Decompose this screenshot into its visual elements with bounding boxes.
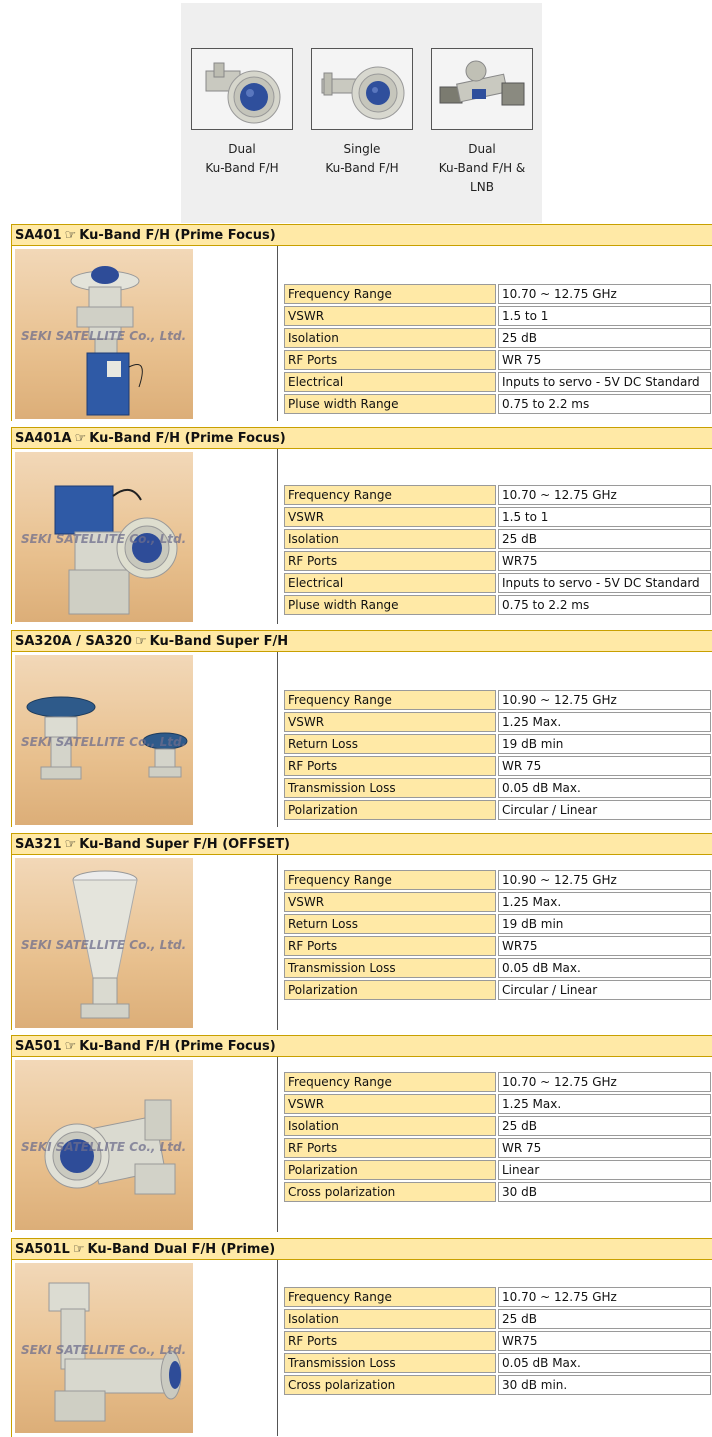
spec-label: Frequency Range (284, 1072, 496, 1092)
product-section-sa321 (11, 833, 712, 1030)
pointing-hand-icon: ☞ (72, 1242, 85, 1257)
single-fh-thumbnail[interactable] (311, 48, 413, 130)
spec-table (282, 1285, 712, 1397)
spec-row (284, 712, 711, 732)
spec-row (284, 1094, 711, 1114)
product-model: SA501 (15, 1039, 62, 1054)
spec-row (284, 507, 711, 527)
spec-label: RF Ports (284, 936, 496, 956)
spec-row (284, 892, 711, 912)
spec-value: 19 dB min (498, 734, 711, 754)
product-header (12, 630, 712, 652)
spec-label: Polarization (284, 1160, 496, 1180)
spec-row (284, 1309, 711, 1329)
spec-value: WR75 (498, 1331, 711, 1351)
product-body (12, 246, 712, 421)
spec-row (284, 870, 711, 890)
spec-label: Polarization (284, 980, 496, 1000)
spec-label: RF Ports (284, 551, 496, 571)
spec-row (284, 328, 711, 348)
product-title: Ku-Band F/H (Prime Focus) (89, 431, 286, 446)
product-header (12, 224, 712, 246)
spec-value: 0.05 dB Max. (498, 1353, 711, 1373)
product-photo (15, 1263, 193, 1433)
watermark-text: SEKI SATELLITE Co., Ltd. (21, 1140, 187, 1154)
product-title: Ku-Band Super F/H (OFFSET) (79, 837, 290, 852)
spec-value: 1.5 to 1 (498, 306, 711, 326)
spec-value: 0.75 to 2.2 ms (498, 394, 711, 414)
spec-value: 25 dB (498, 328, 711, 348)
spec-value: 1.25 Max. (498, 712, 711, 732)
spec-value: Inputs to servo - 5V DC Standard (498, 372, 711, 392)
product-photo (15, 452, 193, 622)
spec-table (282, 1070, 712, 1204)
product-title: Ku-Band Super F/H (149, 634, 289, 649)
spec-value: 25 dB (498, 529, 711, 549)
spec-value: 19 dB min (498, 914, 711, 934)
spec-row (284, 914, 711, 934)
spec-value: 1.25 Max. (498, 1094, 711, 1114)
product-photo (15, 1060, 193, 1230)
spec-label: VSWR (284, 507, 496, 527)
pointing-hand-icon: ☞ (134, 634, 147, 649)
spec-label: Frequency Range (284, 690, 496, 710)
gallery-caption (191, 140, 293, 178)
dual-fh-thumbnail[interactable] (191, 48, 293, 130)
spec-table (282, 868, 712, 1002)
spec-value: Circular / Linear (498, 800, 711, 820)
spec-row (284, 529, 711, 549)
product-section-sa401 (11, 224, 712, 421)
product-section-sa320 (11, 630, 712, 827)
pointing-hand-icon: ☞ (74, 431, 87, 446)
spec-row (284, 551, 711, 571)
spec-value: 25 dB (498, 1116, 711, 1136)
spec-label: Frequency Range (284, 870, 496, 890)
spec-label: Electrical (284, 573, 496, 593)
caption-line: Single (343, 142, 381, 156)
caption-line: Ku-Band F/H & LNB (438, 161, 526, 194)
spec-row (284, 1072, 711, 1092)
spec-value: 0.05 dB Max. (498, 958, 711, 978)
spec-label: RF Ports (284, 1138, 496, 1158)
spec-row (284, 573, 711, 593)
spec-value: 25 dB (498, 1309, 711, 1329)
pointing-hand-icon: ☞ (64, 228, 77, 243)
product-body (12, 449, 712, 624)
spec-label: RF Ports (284, 756, 496, 776)
spec-label: VSWR (284, 1094, 496, 1114)
product-title: Ku-Band F/H (Prime Focus) (79, 228, 276, 243)
product-section-sa401a (11, 427, 712, 624)
spec-value: Inputs to servo - 5V DC Standard (498, 573, 711, 593)
product-body (12, 1057, 712, 1232)
spec-row (284, 958, 711, 978)
product-body (12, 1260, 712, 1435)
watermark-text: SEKI SATELLITE Co., Ltd. (21, 329, 187, 343)
spec-row (284, 485, 711, 505)
product-model: SA501L (15, 1242, 70, 1257)
spec-row (284, 394, 711, 414)
product-section-sa501 (11, 1035, 712, 1232)
spec-label: Isolation (284, 328, 496, 348)
spec-value: 10.70 ~ 12.75 GHz (498, 1072, 711, 1092)
spec-value: 1.5 to 1 (498, 507, 711, 527)
column-divider (277, 1260, 278, 1436)
dual-fh-lnb-thumbnail[interactable] (431, 48, 533, 130)
spec-value: 10.70 ~ 12.75 GHz (498, 1287, 711, 1307)
spec-row (284, 1331, 711, 1351)
spec-value: 10.90 ~ 12.75 GHz (498, 870, 711, 890)
product-photo (15, 249, 193, 419)
column-divider (277, 855, 278, 1030)
spec-value: WR 75 (498, 350, 711, 370)
caption-line: Dual (228, 142, 256, 156)
watermark-text: SEKI SATELLITE Co., Ltd. (21, 532, 187, 546)
product-header (12, 427, 712, 449)
pointing-hand-icon: ☞ (64, 837, 77, 852)
spec-label: Pluse width Range (284, 394, 496, 414)
spec-value: Circular / Linear (498, 980, 711, 1000)
spec-row (284, 306, 711, 326)
product-title: Ku-Band F/H (Prime Focus) (79, 1039, 276, 1054)
product-body (12, 855, 712, 1030)
spec-label: Return Loss (284, 914, 496, 934)
spec-label: Isolation (284, 1116, 496, 1136)
spec-label: VSWR (284, 892, 496, 912)
spec-value: WR 75 (498, 1138, 711, 1158)
spec-row (284, 1160, 711, 1180)
spec-row (284, 1375, 711, 1395)
product-model: SA321 (15, 837, 62, 852)
spec-value: 10.90 ~ 12.75 GHz (498, 690, 711, 710)
spec-row (284, 1138, 711, 1158)
product-header (12, 833, 712, 855)
spec-label: Transmission Loss (284, 1353, 496, 1373)
spec-row (284, 690, 711, 710)
spec-label: Cross polarization (284, 1182, 496, 1202)
spec-value: 30 dB min. (498, 1375, 711, 1395)
spec-value: WR75 (498, 551, 711, 571)
caption-line: Dual (468, 142, 496, 156)
watermark-text: SEKI SATELLITE Co., Ltd. (21, 735, 187, 749)
spec-label: RF Ports (284, 1331, 496, 1351)
product-section-sa501l (11, 1238, 712, 1437)
product-photo (15, 858, 193, 1028)
product-header (12, 1238, 712, 1260)
spec-row (284, 372, 711, 392)
product-title: Ku-Band Dual F/H (Prime) (87, 1242, 276, 1257)
spec-label: Transmission Loss (284, 958, 496, 978)
spec-value: 0.05 dB Max. (498, 778, 711, 798)
spec-row (284, 778, 711, 798)
spec-value: 10.70 ~ 12.75 GHz (498, 485, 711, 505)
pointing-hand-icon: ☞ (64, 1039, 77, 1054)
spec-label: Polarization (284, 800, 496, 820)
spec-row (284, 350, 711, 370)
spec-label: Frequency Range (284, 485, 496, 505)
spec-row (284, 936, 711, 956)
spec-table (282, 282, 712, 416)
spec-row (284, 595, 711, 615)
spec-value: 30 dB (498, 1182, 711, 1202)
gallery-caption (311, 140, 413, 178)
watermark-text: SEKI SATELLITE Co., Ltd. (21, 1343, 187, 1357)
spec-value: 1.25 Max. (498, 892, 711, 912)
spec-label: RF Ports (284, 350, 496, 370)
spec-row (284, 734, 711, 754)
caption-line: Ku-Band F/H (205, 161, 279, 175)
spec-row (284, 980, 711, 1000)
spec-label: Frequency Range (284, 1287, 496, 1307)
product-gallery (181, 3, 542, 223)
watermark-text: SEKI SATELLITE Co., Ltd. (21, 938, 187, 952)
spec-value: WR75 (498, 936, 711, 956)
spec-value: 10.70 ~ 12.75 GHz (498, 284, 711, 304)
spec-row (284, 756, 711, 776)
product-model: SA320A / SA320 (15, 634, 132, 649)
spec-label: Transmission Loss (284, 778, 496, 798)
product-model: SA401A (15, 431, 72, 446)
gallery-caption (431, 140, 533, 197)
spec-value: Linear (498, 1160, 711, 1180)
spec-label: VSWR (284, 712, 496, 732)
spec-value: WR 75 (498, 756, 711, 776)
gallery-item-dual-fh[interactable] (191, 48, 293, 178)
product-model: SA401 (15, 228, 62, 243)
spec-table (282, 688, 712, 822)
spec-label: Pluse width Range (284, 595, 496, 615)
column-divider (277, 449, 278, 624)
spec-label: Isolation (284, 1309, 496, 1329)
spec-label: Electrical (284, 372, 496, 392)
spec-label: Cross polarization (284, 1375, 496, 1395)
spec-table (282, 483, 712, 617)
spec-row (284, 1182, 711, 1202)
spec-label: Return Loss (284, 734, 496, 754)
product-photo (15, 655, 193, 825)
spec-label: VSWR (284, 306, 496, 326)
spec-row (284, 1116, 711, 1136)
gallery-item-dual-fh-lnb[interactable] (431, 48, 533, 197)
column-divider (277, 246, 278, 421)
caption-line: Ku-Band F/H (325, 161, 399, 175)
product-header (12, 1035, 712, 1057)
gallery-item-single-fh[interactable] (311, 48, 413, 178)
product-body (12, 652, 712, 827)
spec-value: 0.75 to 2.2 ms (498, 595, 711, 615)
spec-label: Isolation (284, 529, 496, 549)
spec-row (284, 284, 711, 304)
column-divider (277, 652, 278, 827)
column-divider (277, 1057, 278, 1232)
spec-label: Frequency Range (284, 284, 496, 304)
spec-row (284, 800, 711, 820)
spec-row (284, 1287, 711, 1307)
spec-row (284, 1353, 711, 1373)
